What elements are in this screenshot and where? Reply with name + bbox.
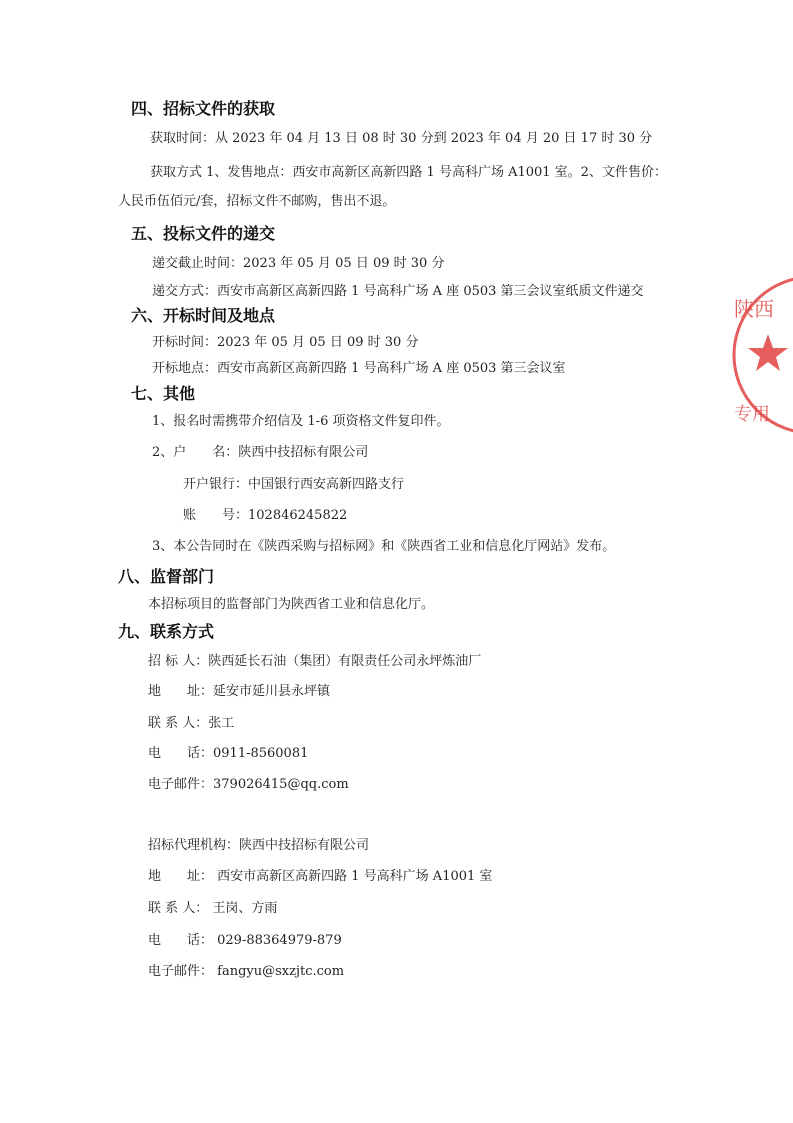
acquisition-time: 获取时间：从 2023 年 04 月 13 日 08 时 30 分到 2023 年 04 月 20 日 17 时 30 分 (150, 131, 653, 146)
heading-section-9: 九、联系方式 (118, 622, 215, 641)
company-seal (728, 272, 793, 438)
supervision-text: 本招标项目的监督部门为陕西省工业和信息化厅。 (148, 597, 435, 612)
tenderer-email: 电子邮件：379026415@qq.com (148, 777, 349, 792)
agency-address: 地 址： 西安市高新区高新四路 1 号高科广场 A1001 室 (148, 869, 493, 884)
seal-star-icon (748, 334, 788, 371)
seal-text-top: 陕西 (734, 297, 774, 321)
submission-deadline: 递交截止时间：2023 年 05 月 05 日 09 时 30 分 (152, 256, 445, 271)
other-item-3: 3、本公告同时在《陕西采购与招标网》和《陕西省工业和信息化厅网站》发布。 (152, 539, 616, 554)
other-account-number: 账 号：102846245822 (183, 508, 348, 523)
heading-section-7: 七、其他 (131, 384, 196, 403)
acquisition-method-line2: 人民币伍佰元/套，招标文件不邮购，售出不退。 (118, 194, 396, 209)
agency-name: 招标代理机构：陕西中技招标有限公司 (148, 838, 370, 853)
seal-text-bottom: 专用 (734, 404, 770, 425)
other-item-1: 1、报名时需携带介绍信及 1-6 项资格文件复印件。 (152, 414, 450, 429)
heading-section-6: 六、开标时间及地点 (131, 306, 276, 325)
opening-place: 开标地点：西安市高新区高新四路 1 号高科广场 A 座 0503 第三会议室 (152, 361, 566, 376)
tenderer-contact: 联 系 人：张工 (148, 716, 235, 731)
heading-section-5: 五、投标文件的递交 (131, 224, 276, 243)
agency-email: 电子邮件： fangyu@sxzjtc.com (148, 964, 345, 979)
acquisition-method-line1: 获取方式 1、发售地点：西安市高新区高新四路 1 号高科广场 A1001 室。2、文件售价： (150, 165, 667, 180)
seal-graphic (728, 272, 793, 438)
tenderer-name: 招 标 人：陕西延长石油（集团）有限责任公司永坪炼油厂 (148, 654, 482, 669)
tenderer-phone: 电 话：0911-8560081 (148, 746, 309, 761)
tenderer-address: 地 址：延安市延川县永坪镇 (148, 684, 331, 699)
submission-method: 递交方式：西安市高新区高新四路 1 号高科广场 A 座 0503 第三会议室纸质文件递交 (152, 284, 644, 299)
heading-section-4: 四、招标文件的获取 (131, 99, 276, 118)
other-item-2-account-name: 2、户 名：陕西中技招标有限公司 (152, 445, 369, 460)
other-bank: 开户银行：中国银行西安高新四路支行 (183, 477, 405, 492)
agency-contact: 联 系 人： 王岗、方雨 (148, 901, 278, 916)
heading-section-8: 八、监督部门 (118, 567, 215, 586)
agency-phone: 电 话： 029-88364979-879 (148, 933, 342, 948)
opening-time: 开标时间：2023 年 05 月 05 日 09 时 30 分 (152, 335, 419, 350)
